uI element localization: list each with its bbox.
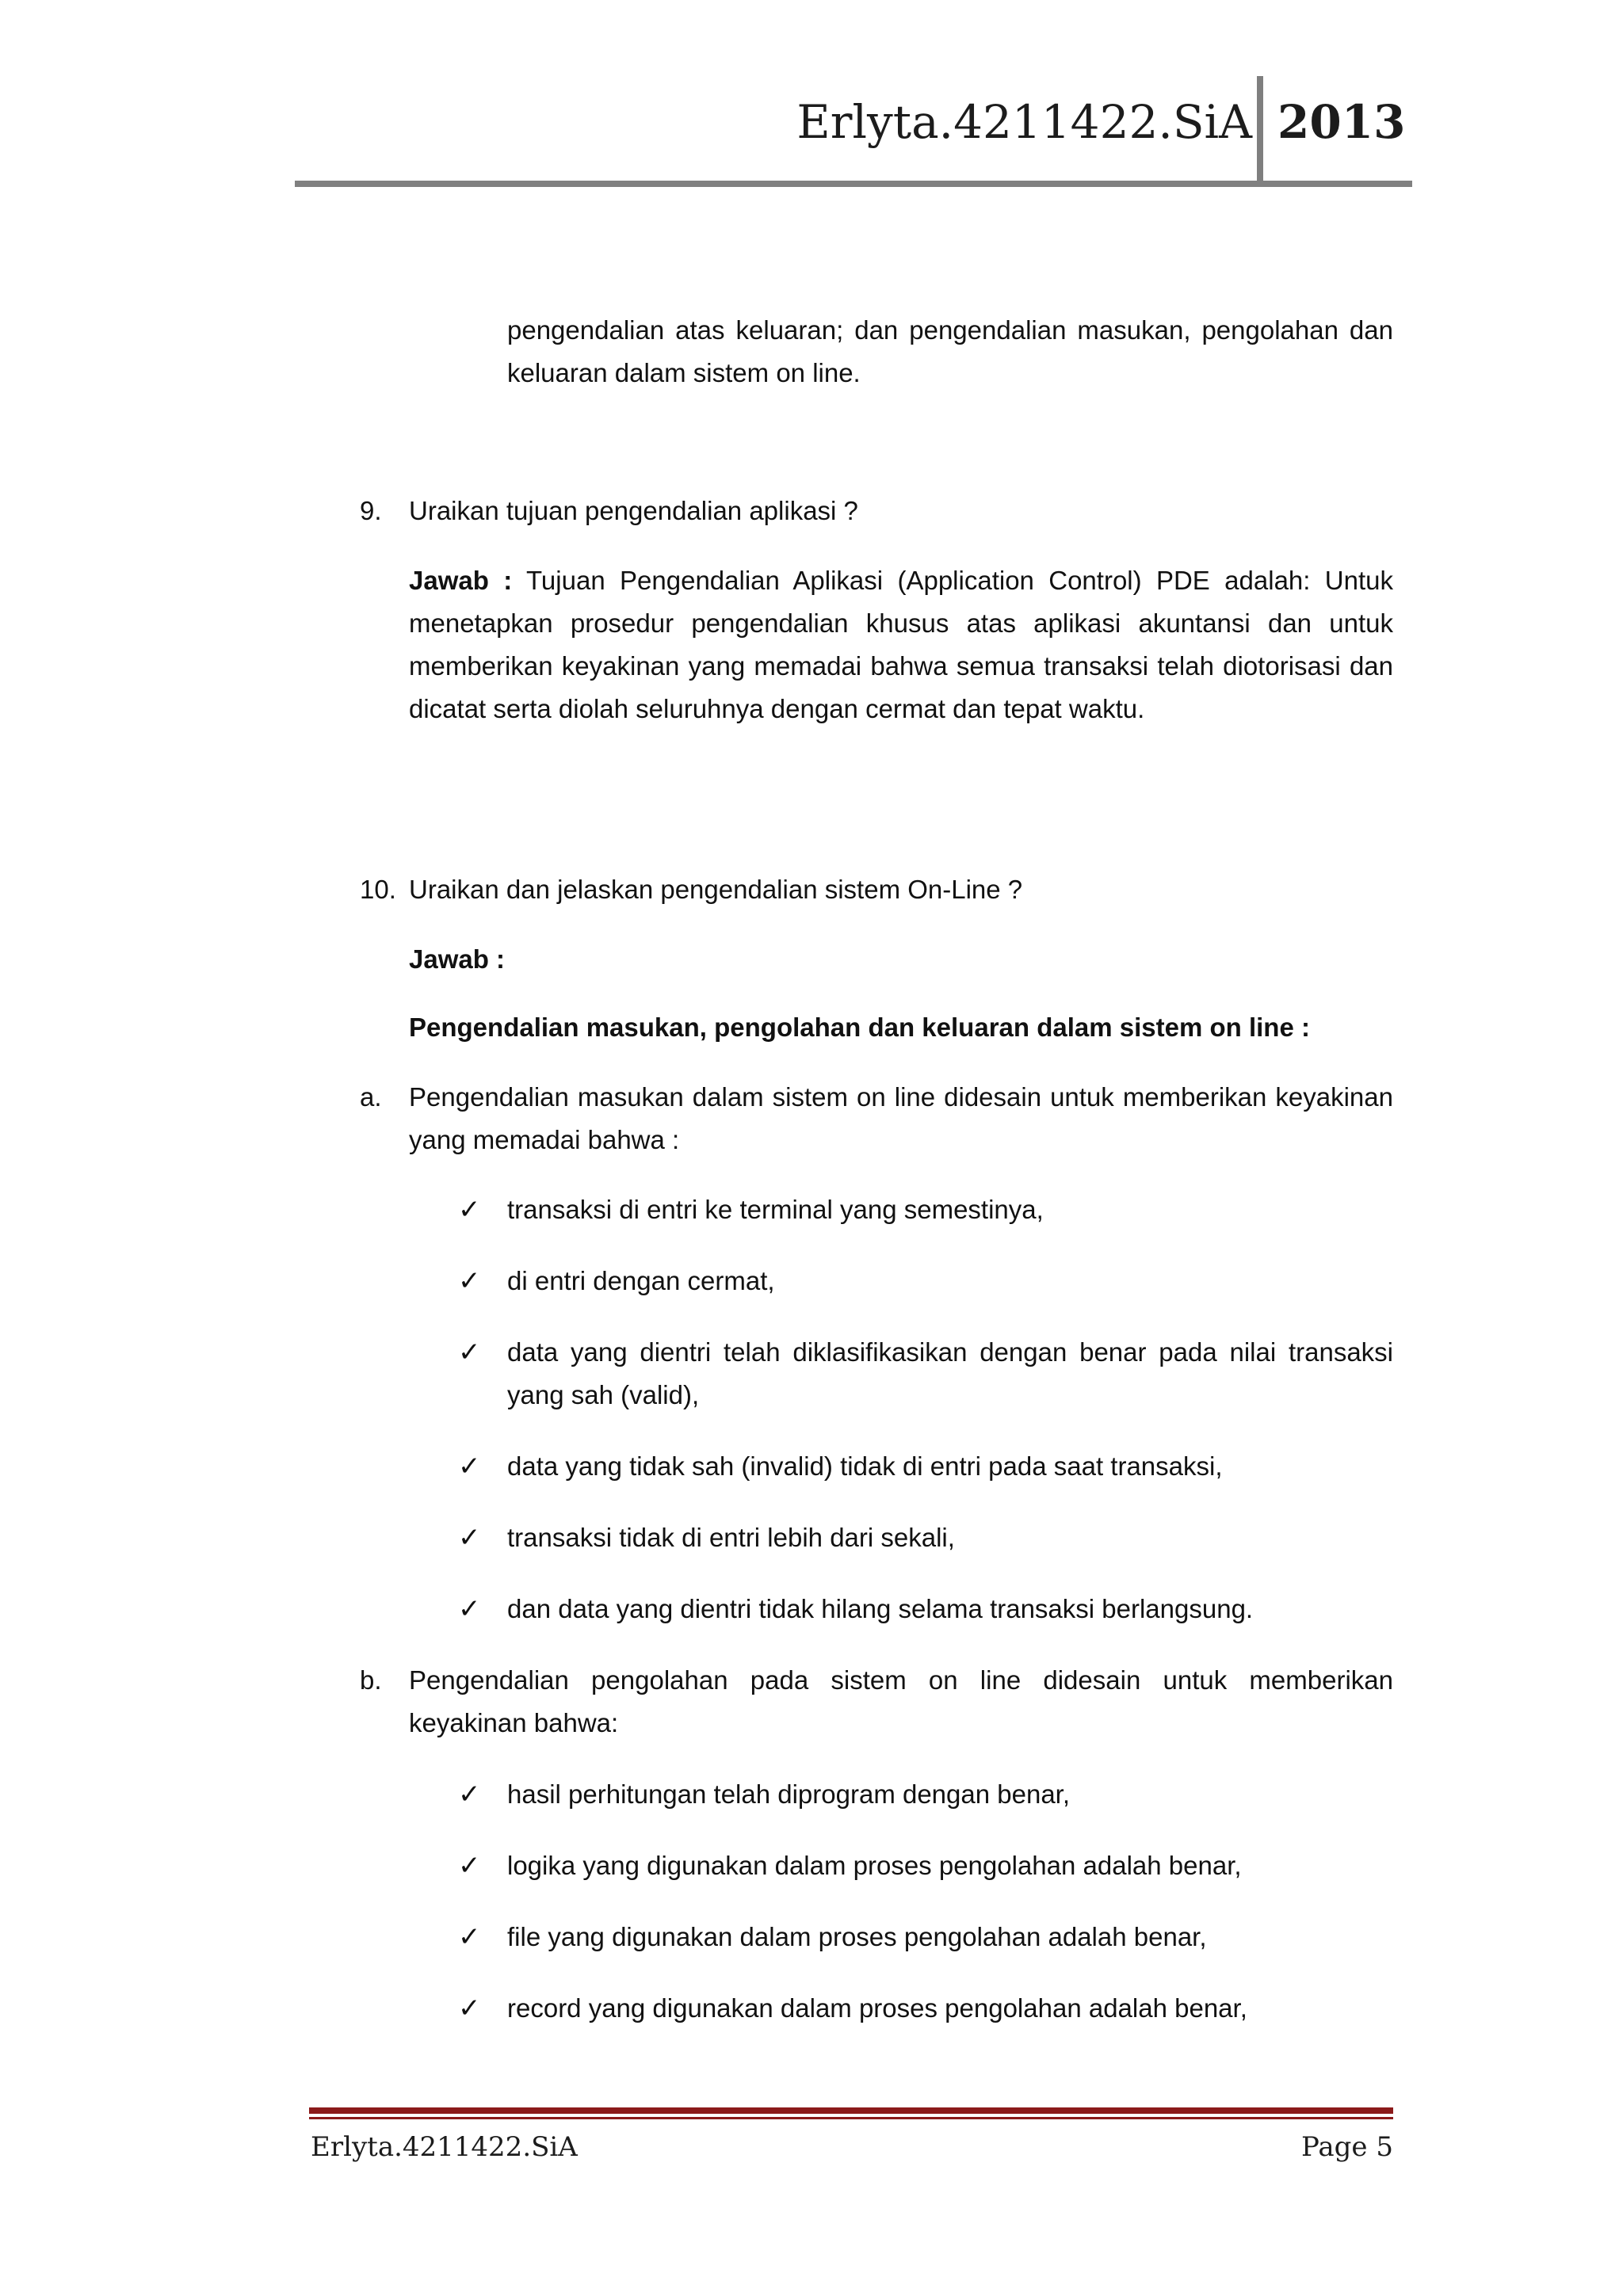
- check-icon: ✓: [458, 1265, 481, 1297]
- header-divider-vertical: [1257, 76, 1263, 185]
- header-rule: [295, 181, 1412, 187]
- header-year: 2013: [1277, 95, 1406, 149]
- section-b-text: Pengendalian pengolahan pada sistem on line didesain untuk memberikan keyakinan bahwa:: [409, 1665, 1393, 1737]
- q9-answer: [409, 559, 1393, 730]
- check-icon: ✓: [458, 1522, 481, 1554]
- check-icon: ✓: [458, 1337, 481, 1368]
- check-icon: ✓: [458, 1993, 481, 2024]
- footer-rule-thick: [309, 2107, 1393, 2114]
- section-b-marker: b.: [360, 1665, 382, 1695]
- check-icon: ✓: [458, 1779, 481, 1810]
- list-item: di entri dengan cermat,: [507, 1266, 775, 1295]
- list-item: logika yang digunakan dalam proses pengolahan adalah benar,: [507, 1851, 1242, 1880]
- footer-author: Erlyta.4211422.SiA: [311, 2131, 578, 2163]
- footer-rule-thin: [309, 2117, 1393, 2119]
- list-item: data yang dientri telah diklasifikasikan dengan benar pada nilai transaksi yang sah (valid),: [507, 1337, 1393, 1409]
- section-a-marker: a.: [360, 1082, 382, 1112]
- q10-question: Uraikan dan jelaskan pengendalian sistem On-Line ?: [409, 875, 1023, 904]
- check-icon: ✓: [458, 1451, 481, 1482]
- q10-answer-label: Jawab :: [409, 944, 506, 974]
- list-item: dan data yang dientri tidak hilang selama transaksi berlangsung.: [507, 1594, 1254, 1623]
- q9-answer-text: Tujuan Pengendalian Aplikasi (Application Control) PDE adalah: Untuk menetapkan prosedur pengendalian khusus atas aplikasi akuntansi dan untuk memberikan keyakinan yang memadai bahwa semua transaksi telah diotorisasi dan dicatat serta diolah seluruhnya dengan cermat dan tepat waktu.: [409, 566, 1393, 723]
- check-icon: ✓: [458, 1593, 481, 1625]
- list-item: data yang tidak sah (invalid) tidak di entri pada saat transaksi,: [507, 1451, 1223, 1481]
- list-item: record yang digunakan dalam proses pengolahan adalah benar,: [507, 1993, 1247, 2023]
- check-icon: ✓: [458, 1194, 481, 1226]
- q10-number: 10.: [360, 875, 396, 904]
- q9-answer-label: Jawab :: [409, 566, 513, 595]
- header-title: Erlyta.4211422.SiA: [796, 95, 1252, 149]
- list-item: file yang digunakan dalam proses pengolahan adalah benar,: [507, 1922, 1207, 1951]
- q9-question: Uraikan tujuan pengendalian aplikasi ?: [409, 496, 858, 525]
- list-item: hasil perhitungan telah diprogram dengan benar,: [507, 1779, 1071, 1809]
- list-item: transaksi tidak di entri lebih dari sekali,: [507, 1523, 955, 1552]
- check-icon: ✓: [458, 1850, 481, 1882]
- check-icon: ✓: [458, 1921, 481, 1953]
- continuation-paragraph: pengendalian atas keluaran; dan pengendalian masukan, pengolahan dan keluaran dalam sistem on line.: [507, 315, 1393, 387]
- section-a-text: Pengendalian masukan dalam sistem on line didesain untuk memberikan keyakinan yang memadai bahwa :: [409, 1082, 1393, 1154]
- q9-number: 9.: [360, 496, 382, 525]
- list-item: transaksi di entri ke terminal yang semestinya,: [507, 1195, 1044, 1224]
- q10-subheading: Pengendalian masukan, pengolahan dan keluaran dalam sistem on line :: [409, 1013, 1310, 1042]
- footer-page-number: Page 5: [1301, 2131, 1393, 2163]
